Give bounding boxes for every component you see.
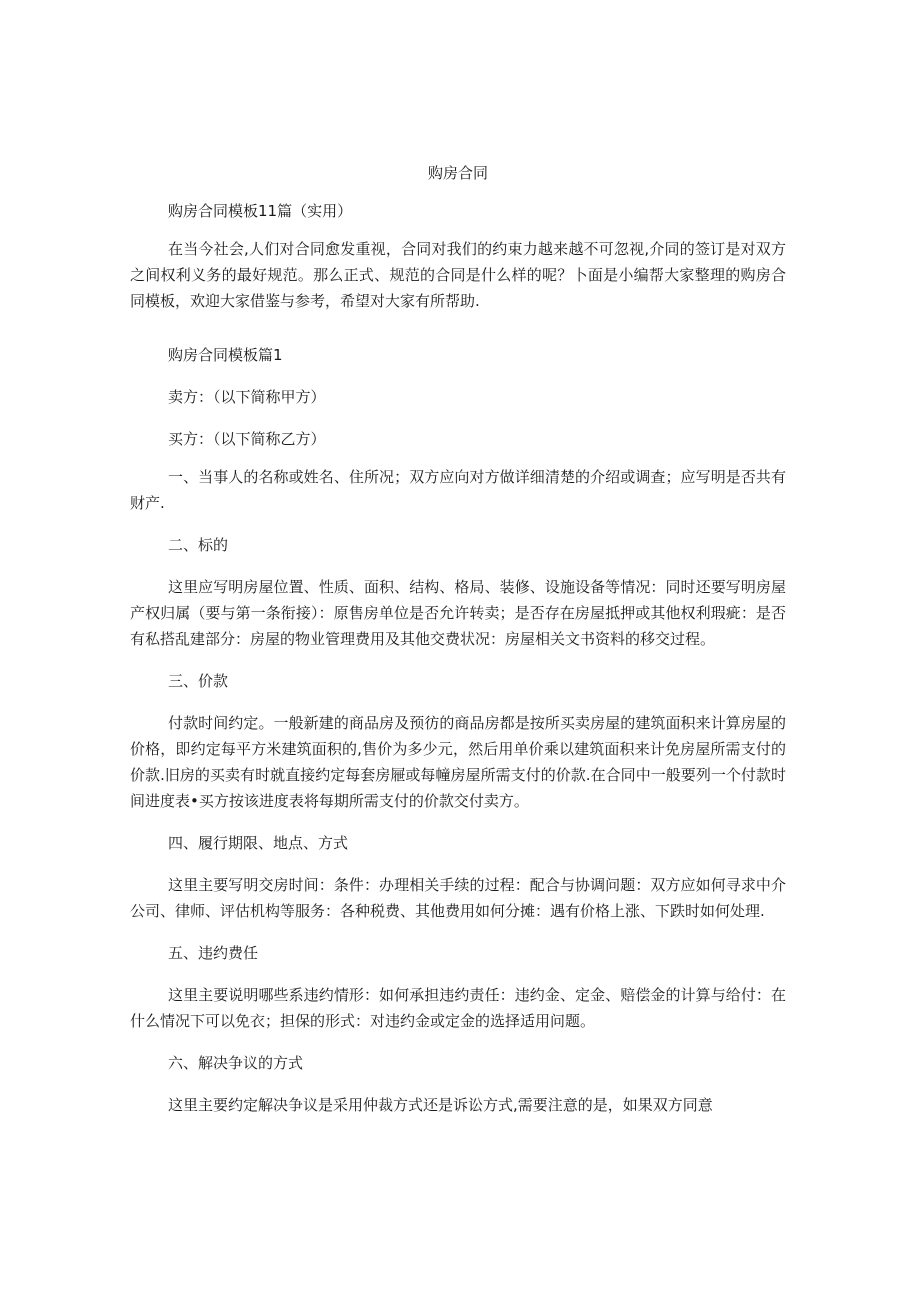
clause-5-heading: 五、违约费任 bbox=[168, 944, 259, 962]
clause-6-body: 这里主要约定解决争议是采用仲裁方式还是诉讼方式,需要注意的是，如果双方同意 bbox=[168, 1096, 713, 1114]
seller-line: 卖方：（以下简称甲方） bbox=[168, 388, 326, 406]
clause-3-body: 付款时间约定。一般新建的商品房及预彷的商品房都是按所买卖房屋的建筑面积来计算房屋的价格，即约定每平方米建筑面积的,售价为多少元，然后用单价乘以建筑面积来计免房屋所需支付的价款.旧房的买卖有时就直接约定每套房屜或每幢房屋所需支付的价款.在合同中一般要列一个付款时间进度表•买方按该进度表将每期所需支付的价款交付卖方。 bbox=[130, 714, 786, 810]
clause-4-heading: 四、履行期限、地点、方式 bbox=[168, 834, 349, 852]
document-subtitle: 购房合同模板11篇（实用） bbox=[168, 202, 353, 220]
intro-paragraph: 在当今社会,人们对合同愈发重视，合同对我们的约束力越来越不可忽视,介同的签订是对双方之间权利义务的最好规范。那么正式、规范的合同是什么样的呢？卜面是小编帮大家整理的购房合同模板，欢迎大家借鉴与参考，希望对大家有所帮助. bbox=[130, 240, 786, 310]
clause-2-body: 这里应写明房屋位置、性质、面积、结构、格局、装修、设施设备等情况：同时还要写明房屋产权归属（要与第一条衔接）：原售房单位是否允许转卖；是否存在房屋抵押或其他权利瑕疵：是否有私搭乱建部分：房屋的物业管理费用及其他交费状况：房屋相关文书资料的移交过程。 bbox=[130, 578, 786, 648]
section-heading: 购房合同模板篇1 bbox=[168, 346, 283, 364]
document-title: 购房合同 bbox=[427, 164, 488, 182]
clause-5-body: 这里主要说明哪些系违约情形：如何承担违约责任：违约金、定金、赔偿金的计算与给付：在什么情况下可以免衣；担保的形式：对违约金或定金的选择适用问题。 bbox=[130, 986, 786, 1030]
clause-3-heading: 三、价款 bbox=[168, 672, 229, 690]
clause-4-body: 这里主要写明交房时间：条件：办理相关手续的过程：配合与协调问题：双方应如何寻求中介公司、律师、评估机构等服务：各种税费、其他费用如何分摊：遇有价格上涨、下跌时如何处理. bbox=[130, 876, 786, 920]
clause-1: 一、当事人的名称或姓名、住所况；双方应向对方做详细清楚的介绍或调查；应写明是否共有财产. bbox=[130, 468, 786, 512]
clause-2-heading: 二、标的 bbox=[168, 536, 229, 554]
buyer-line: 买方：（以下简称乙方） bbox=[168, 430, 326, 448]
document-body bbox=[130, 160, 786, 1118]
clause-6-heading: 六、解决争议的方式 bbox=[168, 1054, 304, 1072]
